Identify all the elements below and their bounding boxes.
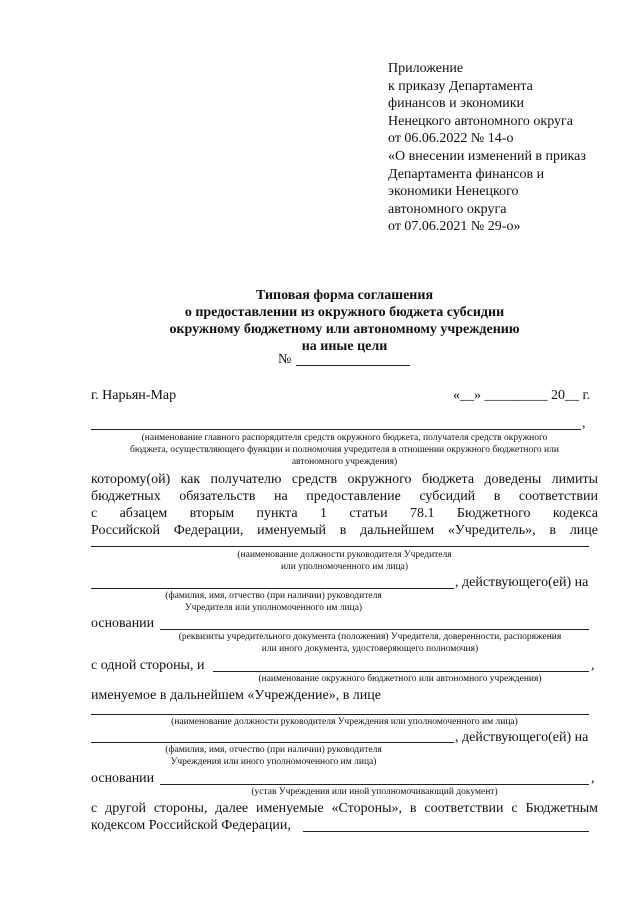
title-line: о предоставлении из окружного бюджета субсидии: [184, 305, 505, 320]
city: г. Нарьян-Мар: [91, 388, 177, 403]
agreement-number-label: №: [278, 352, 292, 367]
paragraph-line: с другой стороны, далее именуемые «Стороны», в соответствии с Бюджетным: [91, 801, 598, 816]
comma: ,: [582, 416, 586, 431]
appendix-line: экономики Ненецкого: [388, 184, 519, 200]
appendix-line: Ненецкого автономного округа: [388, 113, 573, 129]
title-line: Типовая форма соглашения: [255, 288, 434, 303]
institution-head-position-field[interactable]: [91, 714, 589, 715]
agreement-date[interactable]: «__» _________ 20__ г.: [453, 388, 591, 403]
field-hint: (фамилия, имя, отчество (при наличии) руководителя: [165, 591, 382, 601]
field-hint: (фамилия, имя, отчество (при наличии) руководителя: [165, 745, 382, 755]
budget-code-field[interactable]: [303, 831, 589, 832]
founder-head-position-field[interactable]: [91, 546, 589, 547]
appendix-line: финансов и экономики: [388, 96, 525, 112]
comma: ,: [591, 658, 595, 673]
founder-name-field[interactable]: [91, 429, 581, 430]
field-hint: бюджета, осуществляющего функции и полномочия учредителя в отношении окружного бюджетного или: [130, 445, 559, 455]
field-hint: (наименование должности руководителя Учреждения или уполномоченного им лица): [171, 717, 518, 727]
acting-text: , действующего(ей) на: [455, 575, 589, 590]
paragraph-line: которому(ой) как получателю средств окружного бюджета доведены лимиты: [91, 472, 598, 487]
basis-label: основании: [91, 616, 155, 631]
appendix-line: от 06.06.2022 № 14-о: [388, 131, 514, 147]
field-hint: (наименование главного распорядителя средств окружного бюджета, получателя средств окружного: [141, 433, 548, 443]
comma: ,: [591, 771, 595, 786]
paragraph-line: бюджетных обязательств на предоставление субсидий в соответствии: [91, 489, 598, 504]
paragraph-line: Российской Федерации, именуемый в дальнейшем «Учредитель», в лице: [91, 523, 598, 538]
field-hint: (наименование должности руководителя Учредителя: [237, 550, 452, 560]
founder-basis-field[interactable]: [160, 629, 589, 630]
appendix-line: к приказу Департамента: [388, 78, 533, 94]
founder-head-name-field[interactable]: [91, 588, 454, 589]
appendix-line: Приложение: [388, 61, 464, 76]
field-hint: или иного документа, удостоверяющего полномочия): [261, 644, 479, 654]
appendix-line: «О внесении изменений в приказ: [388, 148, 586, 164]
institution-head-name-field[interactable]: [91, 742, 454, 743]
institution-name-field[interactable]: [213, 671, 589, 672]
acting-text: , действующего(ей) на: [455, 730, 589, 745]
paragraph-line: кодексом Российской Федерации,: [91, 818, 291, 833]
agreement-number-field[interactable]: [296, 365, 410, 366]
field-hint: или уполномоченного им лица): [280, 562, 409, 572]
field-hint: автономного учреждения): [291, 457, 398, 467]
appendix-line: автономного округа: [388, 201, 507, 217]
appendix-block: [388, 60, 586, 236]
title-line: окружному бюджетному или автономному учреждению: [169, 322, 520, 337]
appendix-line: от 07.06.2021 № 29-о»: [388, 219, 521, 235]
title-line: на иные цели: [301, 339, 388, 354]
basis-label: основании: [91, 771, 155, 786]
field-hint: (устав Учреждения или иной уполномочивающий документ): [251, 787, 498, 797]
field-hint: Учредителя или уполномоченного им лица): [184, 603, 363, 613]
field-hint: (реквизиты учредительного документа (положения) Учредителя, доверенности, распоряжения: [178, 632, 562, 642]
one-side-text: с одной стороны, и: [91, 658, 205, 673]
appendix-line: Департамента финансов и: [388, 166, 545, 182]
field-hint: Учреждения или иного уполномоченного им лица): [170, 757, 377, 767]
field-hint: (наименование окружного бюджетного или автономного учреждения): [258, 674, 542, 684]
paragraph-line: с абзацем вторым пункта 1 статьи 78.1 Бюджетного кодекса: [91, 506, 598, 521]
institution-basis-field[interactable]: [160, 784, 589, 785]
named-institution-text: именуемое в дальнейшем «Учреждение», в лице: [91, 688, 381, 703]
